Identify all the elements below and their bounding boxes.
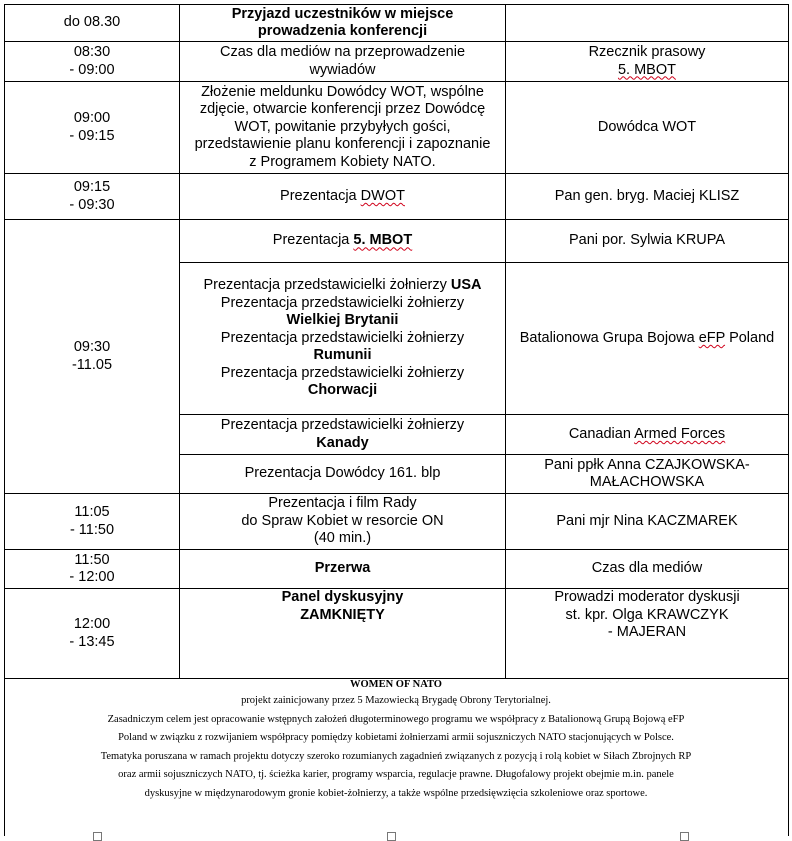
time-cell (5, 494, 179, 549)
text-run: DWOT (360, 187, 405, 204)
footer-line: Zasadniczym celem jest opracowanie wstępnych założeń długoterminowego programu we współpracy z Batalionową Grupą Bojową eFP (107, 713, 685, 725)
cell-line (232, 6, 454, 24)
cell-line: 09:30 (73, 339, 111, 355)
text-run: 5. MBOT (617, 61, 676, 78)
cell-line (195, 136, 491, 154)
cell-line (544, 457, 750, 475)
event-cell (180, 455, 505, 493)
presenter-cell (506, 550, 788, 588)
text-run: Prezentacja przedstawicielki żołnierzy (220, 417, 465, 433)
presenter-cell (506, 455, 788, 493)
event-cell (180, 550, 505, 588)
time-cell (5, 42, 179, 81)
time-cell (5, 550, 179, 588)
event-cell (180, 263, 505, 414)
text-run: Prezentacja i film Rady (268, 495, 417, 512)
text-run: eFP (698, 329, 726, 346)
cell-line (200, 101, 485, 119)
text-run: st. kpr. Olga KRAWCZYK (565, 606, 729, 623)
cell-line: - 09:15 (69, 127, 115, 144)
presenter-cell (506, 42, 788, 81)
cell-line: -11.05 (71, 356, 113, 373)
text-run: - MAJERAN (607, 624, 687, 640)
cell-line (287, 312, 399, 330)
cell-line (221, 417, 464, 435)
text-run: Przerwa (314, 560, 371, 577)
text-run: Rumunii (313, 347, 372, 364)
text-run: Dowódca WOT (597, 118, 697, 135)
text-run: ZAMKNIĘTY (300, 606, 385, 623)
cell-line: - 09:00 (69, 61, 115, 78)
event-cell (180, 415, 505, 454)
cell-line (569, 232, 725, 250)
cell-line: 09:15 (73, 179, 111, 195)
cell-line: - 13:45 (69, 633, 115, 650)
event-cell (180, 42, 505, 81)
text-run: Prezentacja przedstawicielki żołnierzy (203, 277, 451, 294)
text-run: Prezentacja (280, 187, 361, 204)
cell-line (249, 154, 435, 172)
footer-line: Poland w związku z rozwijaniem współpracy pomiędzy kobietami żołnierzami armii sojuszniczych NATO stacjonujących w Polsce. (118, 732, 674, 743)
text-run: Przyjazd uczestników w miejsce (231, 5, 454, 22)
presenter-cell (506, 494, 788, 549)
cell-line (203, 277, 481, 295)
text-run: Chorwacji (307, 382, 378, 399)
text-run: Pani ppłk Anna CZAJKOWSKA- (544, 456, 750, 473)
cell-line (520, 330, 774, 348)
presenter-cell (506, 589, 788, 678)
cell-line (590, 474, 704, 492)
text-run: Prezentacja przedstawicielki żołnierzy (220, 364, 465, 381)
text-run: z Programem Kobiety NATO. (249, 153, 436, 170)
cell-line: 11:05 (74, 504, 110, 520)
footer-line: Tematyka poruszana w ramach projektu dotyczy szeroko rozumianych zagadnień związanych z pozycją i rolą kobiet w Siłach Zbrojnych RP (100, 750, 692, 762)
footer-note (4, 678, 788, 803)
cell-line (235, 119, 451, 137)
cell-line: 08:30 (73, 44, 111, 60)
text-run: 5. MBOT (353, 232, 413, 249)
text-run: Prezentacja Dowódcy 161. blp (244, 465, 441, 482)
presenter-cell (506, 263, 788, 414)
cell-line (273, 232, 412, 250)
cell-line (308, 382, 377, 400)
text-run: Pan gen. bryg. Maciej KLISZ (554, 187, 740, 204)
text-run: Prezentacja (272, 232, 354, 249)
cell-line: 09:00 (73, 110, 111, 126)
text-run: Armed Forces (634, 425, 726, 442)
footer-title: WOMEN OF NATO (350, 679, 442, 690)
cell-line: 11:50 (74, 551, 110, 568)
cell-line (569, 426, 725, 444)
text-run: Batalionowa Grupa Bojowa (519, 329, 699, 346)
text-run: Pani por. Sylwia KRUPA (568, 232, 726, 249)
event-cell (180, 494, 505, 549)
time-cell (5, 220, 179, 493)
cell-line (565, 607, 728, 625)
cell-line (314, 347, 372, 365)
cell-line: 12:00 (73, 616, 111, 632)
presenter-cell (506, 415, 788, 454)
presenter-cell (506, 82, 788, 173)
presenter-cell (506, 174, 788, 219)
time-cell (5, 5, 179, 41)
cell-line (221, 330, 464, 348)
text-run: MAŁACHOWSKA (589, 474, 705, 490)
cell-line (315, 560, 371, 578)
cell-line (258, 23, 427, 41)
text-run: Czas dla mediów (591, 560, 703, 577)
footer-line: projekt zainicjowany przez 5 Mazowiecką Brygadę Obrony Terytorialnej. (241, 695, 551, 706)
table-border (788, 4, 789, 836)
text-run: do Spraw Kobiet w resorcie ON (241, 512, 444, 529)
footer-line: dyskusyjne w międzynarodowym gronie kobiet-żołnierzy, a także wspólne przedsięwzięcia szkoleniowe oraz sportowe. (144, 787, 648, 799)
cell-line: do 08.30 (63, 14, 121, 31)
cell-line (221, 295, 464, 313)
cell-line (589, 44, 706, 62)
event-cell (180, 5, 505, 41)
text-run: Poland (725, 329, 775, 346)
event-cell (180, 220, 505, 262)
text-run: przedstawienie planu konferencji i zapoznanie (194, 136, 491, 153)
cell-line (598, 119, 696, 137)
text-run: zdjęcie, otwarcie konferencji przez Dowódcę (199, 101, 486, 118)
cell-line (221, 365, 464, 383)
cell-line (282, 589, 404, 607)
text-run: Złożenie meldunku Dowódcy WOT, wspólne (201, 83, 484, 100)
cell-line: - 09:30 (69, 196, 115, 213)
presenter-cell (506, 220, 788, 262)
event-cell (180, 589, 505, 678)
text-run: prowadzenia konferencji (257, 23, 428, 39)
text-run: Prezentacja przedstawicielki żołnierzy (220, 294, 465, 311)
footer-line: oraz armii sojuszniczych NATO, tj. ścieżka karier, programy wsparcia, regulacje prawne. Długofalowy projekt obejmie m.in. panele (118, 769, 674, 780)
cell-line (309, 62, 375, 80)
event-cell (180, 174, 505, 219)
text-run: WOT, powitanie przybyłych gości, (234, 118, 451, 135)
text-run: (40 min.) (313, 530, 372, 547)
time-cell (5, 174, 179, 219)
text-run: Wielkiej Brytanii (286, 312, 399, 329)
cell-line (241, 513, 443, 531)
text-run: Kanady (316, 434, 369, 451)
cell-line (556, 513, 737, 531)
cell-line (316, 435, 368, 453)
cell-line (554, 589, 739, 607)
cell-line (220, 44, 465, 62)
cell-line (592, 560, 702, 578)
text-run: Prezentacja przedstawicielki żołnierzy (220, 329, 465, 346)
cell-line (268, 495, 416, 513)
cell-line (201, 84, 484, 102)
cell-line (618, 62, 676, 80)
text-run: Panel dyskusyjny (281, 589, 404, 605)
text-run: Pani mjr Nina KACZMAREK (556, 512, 738, 529)
text-run: Canadian (568, 425, 635, 442)
time-cell (5, 589, 179, 678)
cell-line (608, 624, 686, 642)
cell-line: - 11:50 (69, 521, 115, 538)
text-run: Czas dla mediów na przeprowadzenie (219, 44, 466, 60)
text-run: wywiadów (309, 61, 376, 78)
cell-line (300, 607, 385, 625)
text-run: USA (450, 277, 482, 294)
cell-line: - 12:00 (69, 569, 115, 585)
cell-line (245, 465, 441, 483)
time-cell (5, 82, 179, 173)
event-cell (180, 82, 505, 173)
text-run: Prowadzi moderator dyskusji (554, 589, 740, 605)
text-run: Rzecznik prasowy (588, 44, 706, 60)
cell-line (555, 188, 740, 206)
cell-line (280, 188, 405, 206)
cell-line (314, 530, 371, 548)
